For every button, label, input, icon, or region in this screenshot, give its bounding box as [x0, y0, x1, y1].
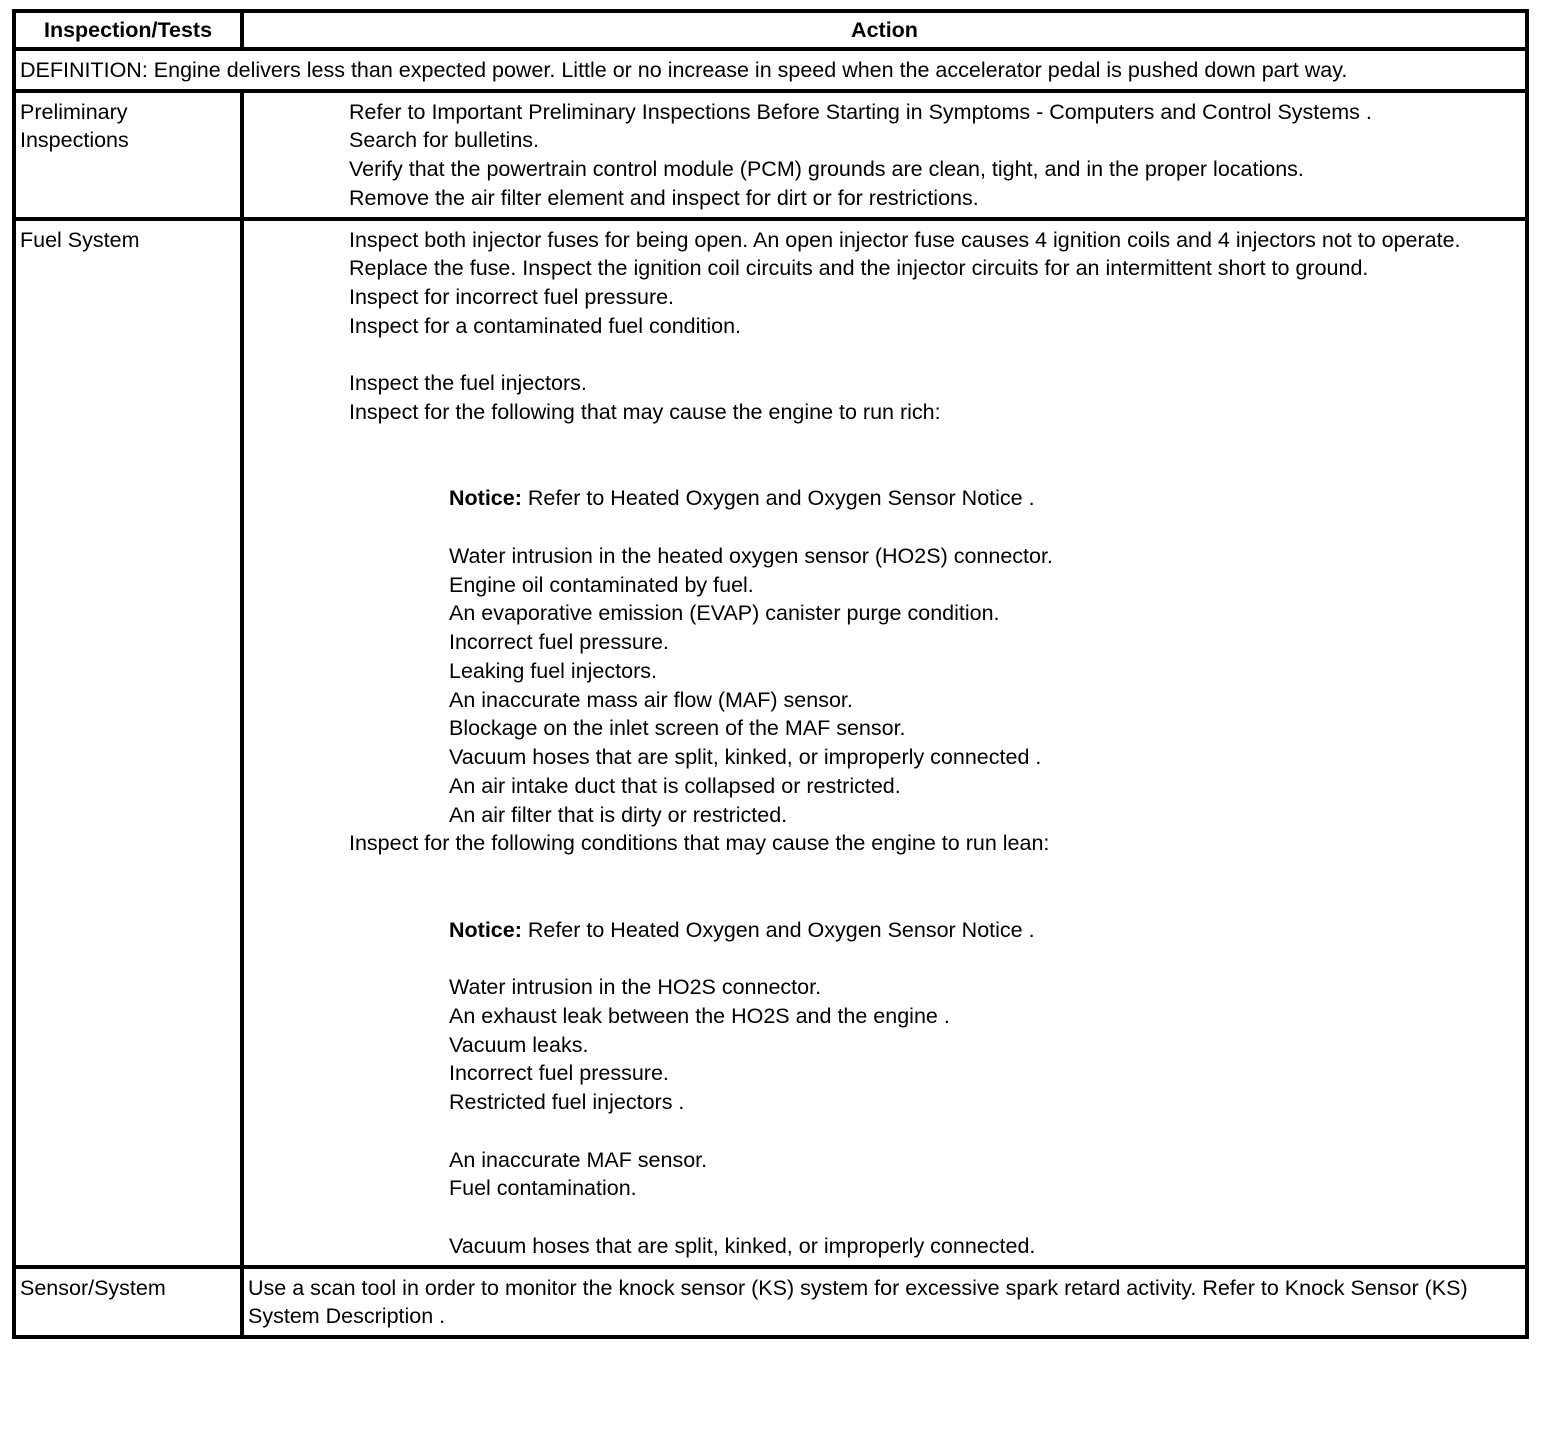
action-line — [248, 456, 1521, 485]
action-line — [248, 1088, 1521, 1117]
action-line — [248, 1059, 1521, 1088]
action-text: Vacuum hoses that are split, kinked, or improperly connected. — [449, 1233, 1036, 1258]
action-text: Incorrect fuel pressure. — [449, 1061, 669, 1086]
action-text: Refer to Heated Oxygen and Oxygen Sensor Notice . — [521, 917, 1035, 942]
action-text: An air intake duct that is collapsed or restricted. — [449, 773, 901, 798]
header-row — [14, 11, 1527, 49]
action-line — [248, 155, 1521, 184]
action-text: Inspect for a contaminated fuel condition. — [349, 313, 742, 338]
notice-label: Notice: — [449, 917, 522, 942]
action-line — [248, 973, 1521, 1002]
notice-line — [248, 484, 1521, 513]
action-text: An air filter that is dirty or restricted. — [449, 802, 788, 827]
header-inspection-tests: Inspection/Tests — [14, 11, 242, 49]
action-line — [248, 858, 1521, 887]
action-text: An inaccurate MAF sensor. — [449, 1147, 708, 1172]
action-text: Inspect for incorrect fuel pressure. — [349, 285, 675, 309]
action-line — [248, 542, 1521, 571]
action-line — [248, 98, 1521, 127]
action-line — [248, 513, 1521, 542]
action-line — [248, 341, 1521, 370]
action-text: Leaking fuel injectors. — [449, 658, 657, 683]
action-line — [248, 772, 1521, 801]
action-text: Water intrusion in the HO2S connector. — [449, 975, 822, 999]
action-text: Remove the air filter element and inspect for dirt or for restrictions. — [349, 185, 979, 210]
action-text: An exhaust leak between the HO2S and the engine . — [449, 1003, 950, 1028]
action-line — [248, 427, 1521, 456]
action-line — [248, 887, 1521, 916]
action-line — [248, 312, 1521, 341]
action-text: Vacuum leaks. — [449, 1032, 589, 1057]
action-line — [248, 1174, 1521, 1203]
action-text: Verify that the powertrain control module (PCM) grounds are clean, tight, and in the proper locations. — [349, 157, 1304, 181]
action-text: Inspect the fuel injectors. — [349, 371, 587, 396]
action-line — [248, 1031, 1521, 1060]
action-text: Engine oil contaminated by fuel. — [449, 572, 754, 597]
action-text: An evaporative emission (EVAP) canister purge condition. — [449, 601, 1000, 626]
action-cell — [242, 1267, 1527, 1338]
action-line — [248, 1146, 1521, 1175]
action-line — [248, 1232, 1521, 1261]
action-cell — [242, 91, 1527, 219]
header-action: Action — [242, 11, 1527, 49]
action-line — [248, 126, 1521, 155]
table-row — [14, 219, 1527, 1267]
action-text: Refer to Important Preliminary Inspections Before Starting in Symptoms - Computers and Control Systems . — [349, 99, 1372, 124]
action-line — [248, 801, 1521, 830]
action-line — [248, 829, 1521, 858]
inspection-label: Fuel System — [14, 219, 242, 1267]
action-text: Use a scan tool in order to monitor the knock sensor (KS) system for excessive spark retard activity. Refer to Knock Sensor (KS) System Description . — [248, 1275, 1468, 1329]
action-text: Incorrect fuel pressure. — [449, 630, 669, 654]
action-line — [248, 714, 1521, 743]
action-cell — [242, 219, 1527, 1267]
action-text: Vacuum hoses that are split, kinked, or improperly connected . — [449, 745, 1042, 769]
table-row — [14, 1267, 1527, 1338]
definition-text: DEFINITION: Engine delivers less than expected power. Little or no increase in speed when the accelerator pedal is pushed down part way. — [14, 49, 1527, 91]
action-line — [248, 944, 1521, 973]
action-line — [248, 686, 1521, 715]
notice-line — [248, 916, 1521, 945]
action-line — [248, 369, 1521, 398]
definition-row — [14, 49, 1527, 91]
action-text: Water intrusion in the heated oxygen sensor (HO2S) connector. — [449, 543, 1053, 568]
action-line — [248, 1274, 1521, 1332]
action-line — [248, 1117, 1521, 1146]
action-line — [248, 599, 1521, 628]
action-line — [248, 571, 1521, 600]
action-text: An inaccurate mass air flow (MAF) sensor. — [449, 687, 853, 712]
action-text: Inspect both injector fuses for being open. An open injector fuse causes 4 ignition coils and 4 injectors not to operate. Replace the fuse. Inspect the ignition coil circuits and the injector circuits for an intermittent short to ground. — [349, 227, 1461, 281]
action-line — [248, 226, 1521, 284]
inspection-label: Preliminary Inspections — [14, 91, 242, 219]
diagnostic-table — [12, 9, 1529, 1339]
action-line — [248, 1203, 1521, 1232]
action-line — [248, 743, 1521, 772]
action-text: Fuel contamination. — [449, 1176, 637, 1201]
action-line — [248, 628, 1521, 657]
action-line — [248, 398, 1521, 427]
action-line — [248, 283, 1521, 312]
action-text: Blockage on the inlet screen of the MAF sensor. — [449, 716, 906, 741]
notice-label: Notice: — [449, 486, 522, 511]
inspection-label: Sensor/System — [14, 1267, 242, 1338]
action-text: Refer to Heated Oxygen and Oxygen Sensor Notice . — [521, 486, 1035, 511]
action-text: Restricted fuel injectors . — [449, 1090, 685, 1114]
action-text: Inspect for the following conditions that may cause the engine to run lean: — [349, 831, 1050, 856]
action-line — [248, 657, 1521, 686]
table-row — [14, 91, 1527, 219]
action-line — [248, 1002, 1521, 1031]
action-text: Inspect for the following that may cause the engine to run rich: — [349, 400, 941, 424]
action-text: Search for bulletins. — [349, 128, 540, 153]
action-line — [248, 184, 1521, 213]
